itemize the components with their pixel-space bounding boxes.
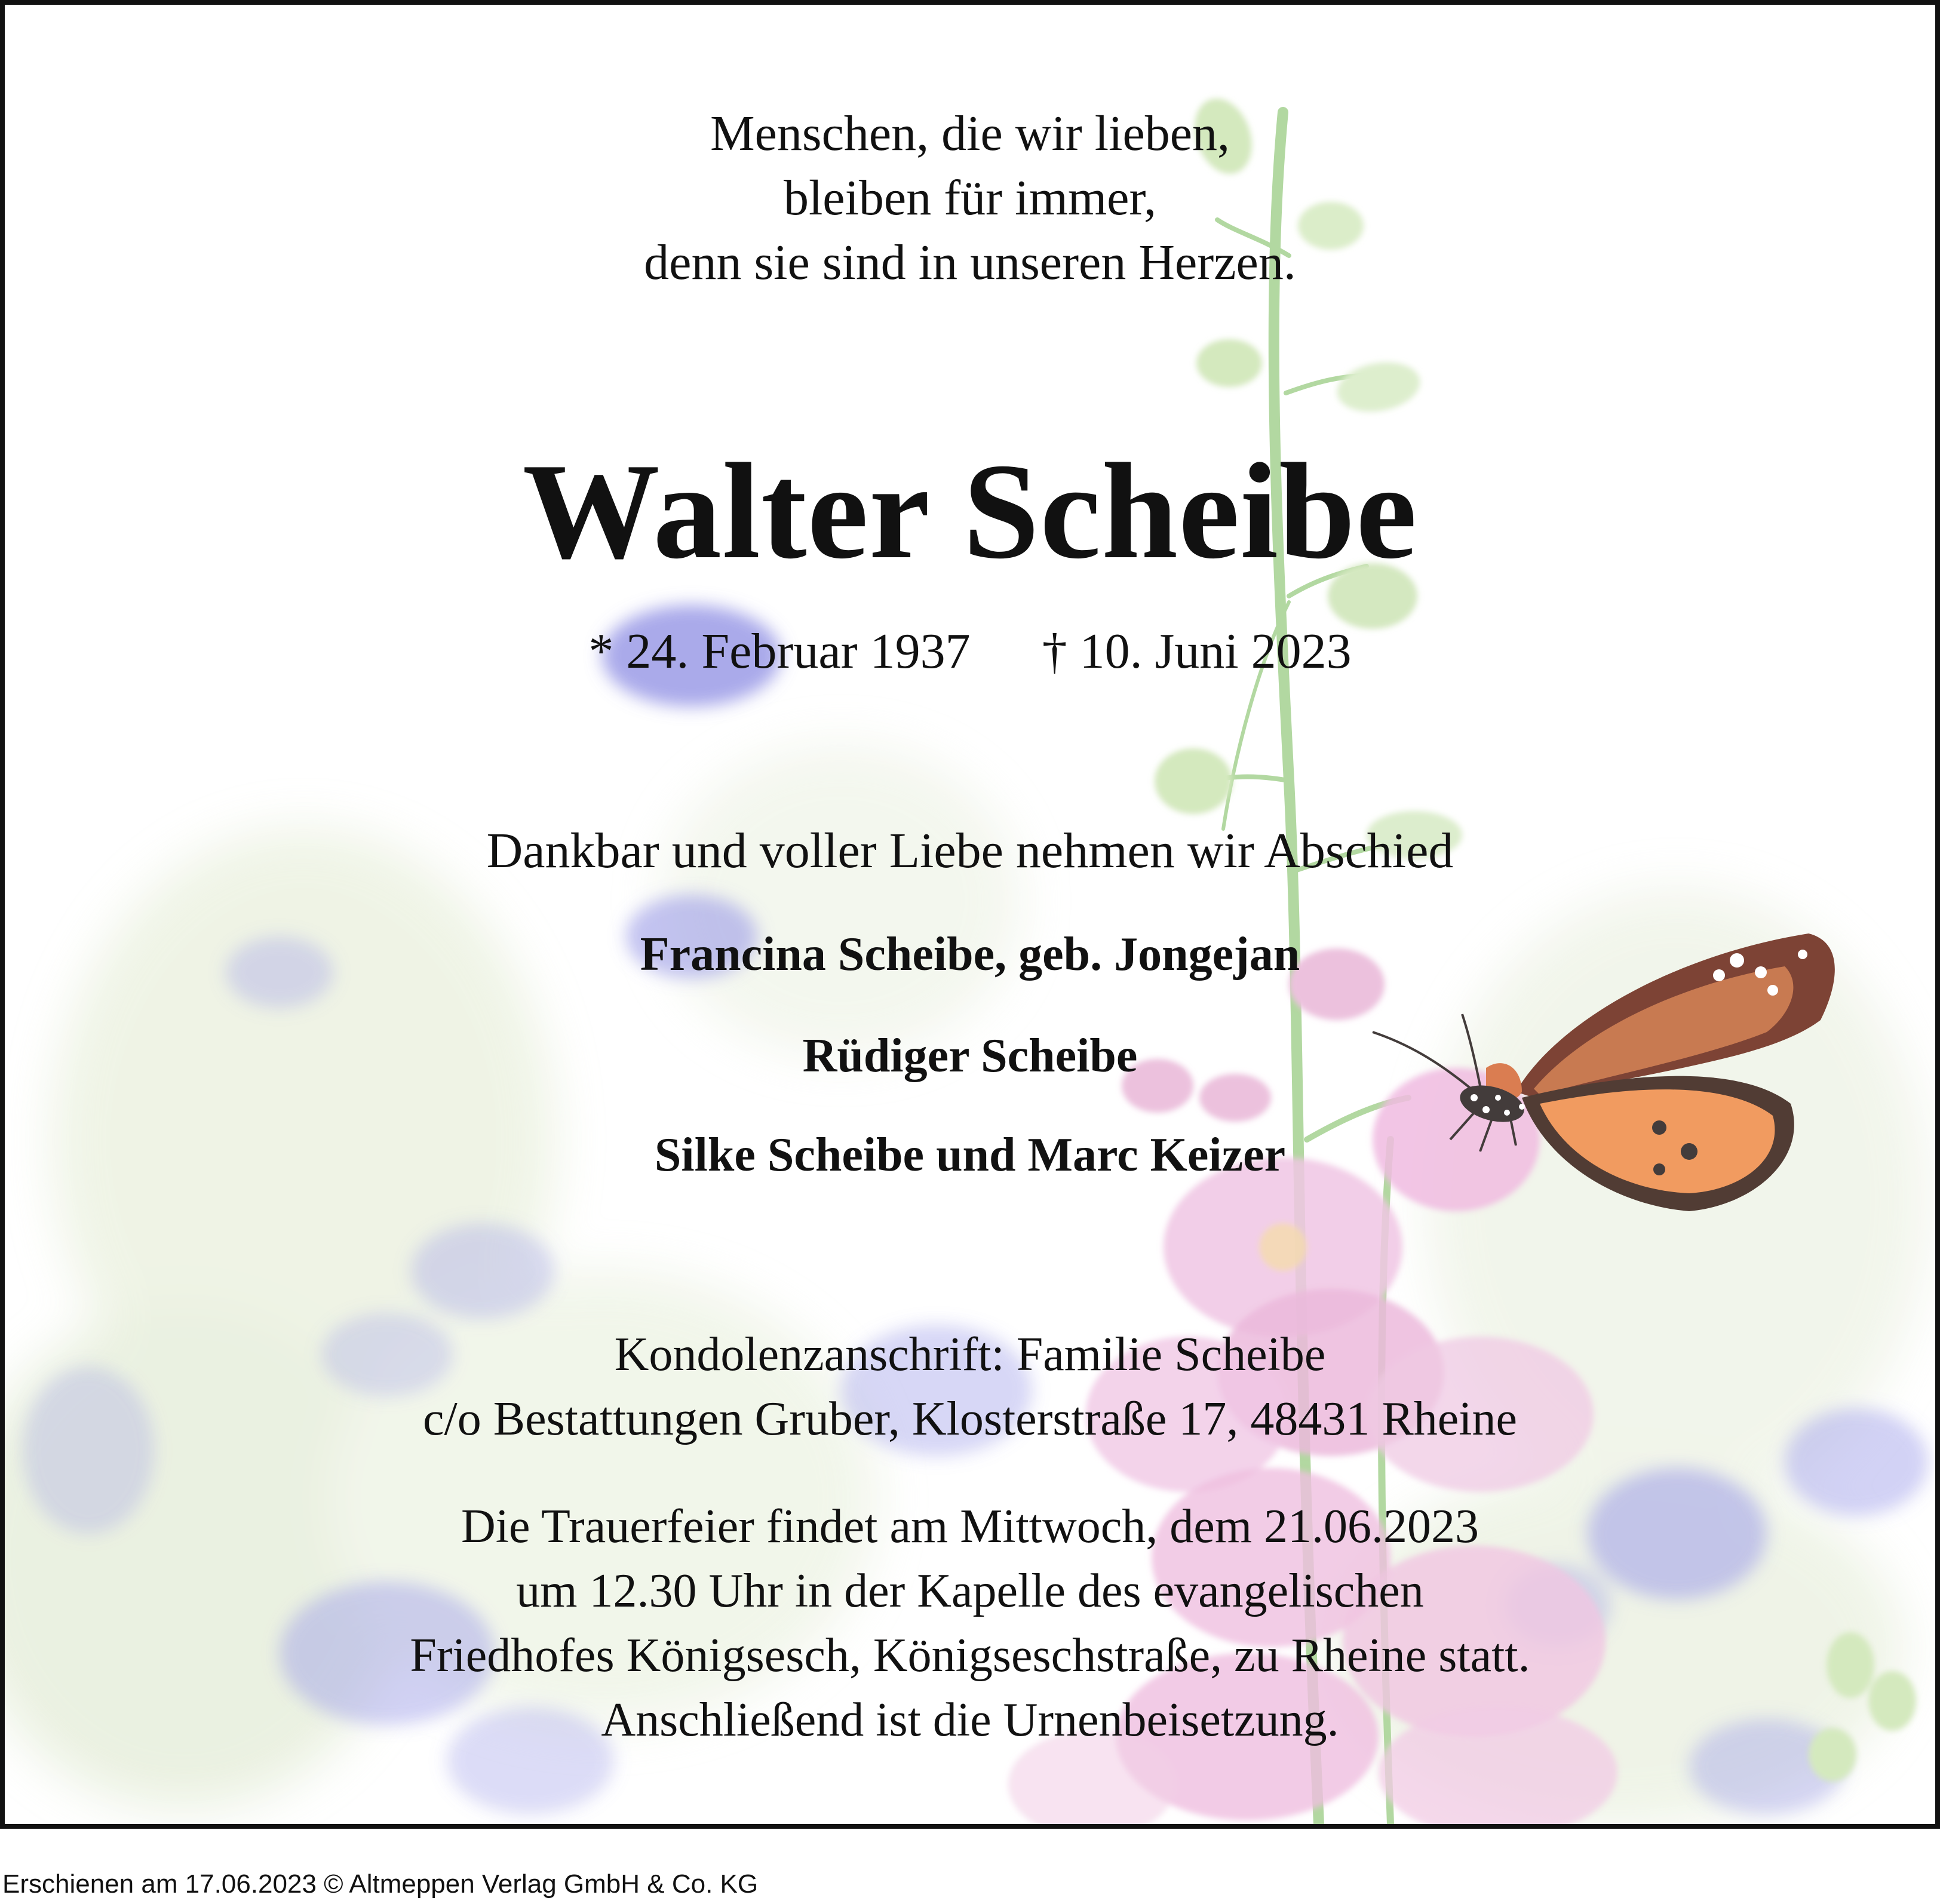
motto-line: denn sie sind in unseren Herzen.: [644, 235, 1296, 290]
farewell-text: Dankbar und voller Liebe nehmen wir Abschied: [486, 823, 1454, 879]
service-line: Friedhofes Königsesch, Königseschstraße, zu Rheine statt.: [410, 1629, 1530, 1682]
condolence-address: [5, 1322, 1935, 1451]
motto-line: bleiben für immer,: [783, 170, 1157, 226]
address-line: c/o Bestattungen Gruber, Klosterstraße 17, 48431 Rheine: [423, 1393, 1517, 1445]
obituary-content: [5, 5, 1935, 1824]
mourner-name: Rüdiger Scheibe: [802, 1030, 1138, 1082]
service-line: Die Trauerfeier findet am Mittwoch, dem 21.06.2023: [461, 1500, 1479, 1553]
service-line: Anschließend ist die Urnenbeisetzung.: [601, 1694, 1339, 1746]
publication-footer: Erschienen am 17.06.2023 © Altmeppen Verlag GmbH & Co. KG: [2, 1869, 759, 1899]
birth-date: * 24. Februar 1937: [588, 624, 971, 679]
address-line: Kondolenzanschrift: Familie Scheibe: [614, 1328, 1326, 1381]
deceased-name: Walter Scheibe: [522, 435, 1418, 587]
service-line: um 12.30 Uhr in der Kapelle des evangelischen: [516, 1565, 1424, 1617]
motto-verse: [5, 102, 1935, 295]
funeral-service-info: [5, 1494, 1935, 1752]
death-date: † 10. Juni 2023: [1042, 624, 1352, 679]
mourner-name: Silke Scheibe und Marc Keizer: [654, 1129, 1286, 1181]
motto-line: Menschen, die wir lieben,: [710, 106, 1230, 161]
life-dates: [5, 619, 1935, 684]
mourner-name: Francina Scheibe, geb. Jongejan: [640, 928, 1300, 981]
